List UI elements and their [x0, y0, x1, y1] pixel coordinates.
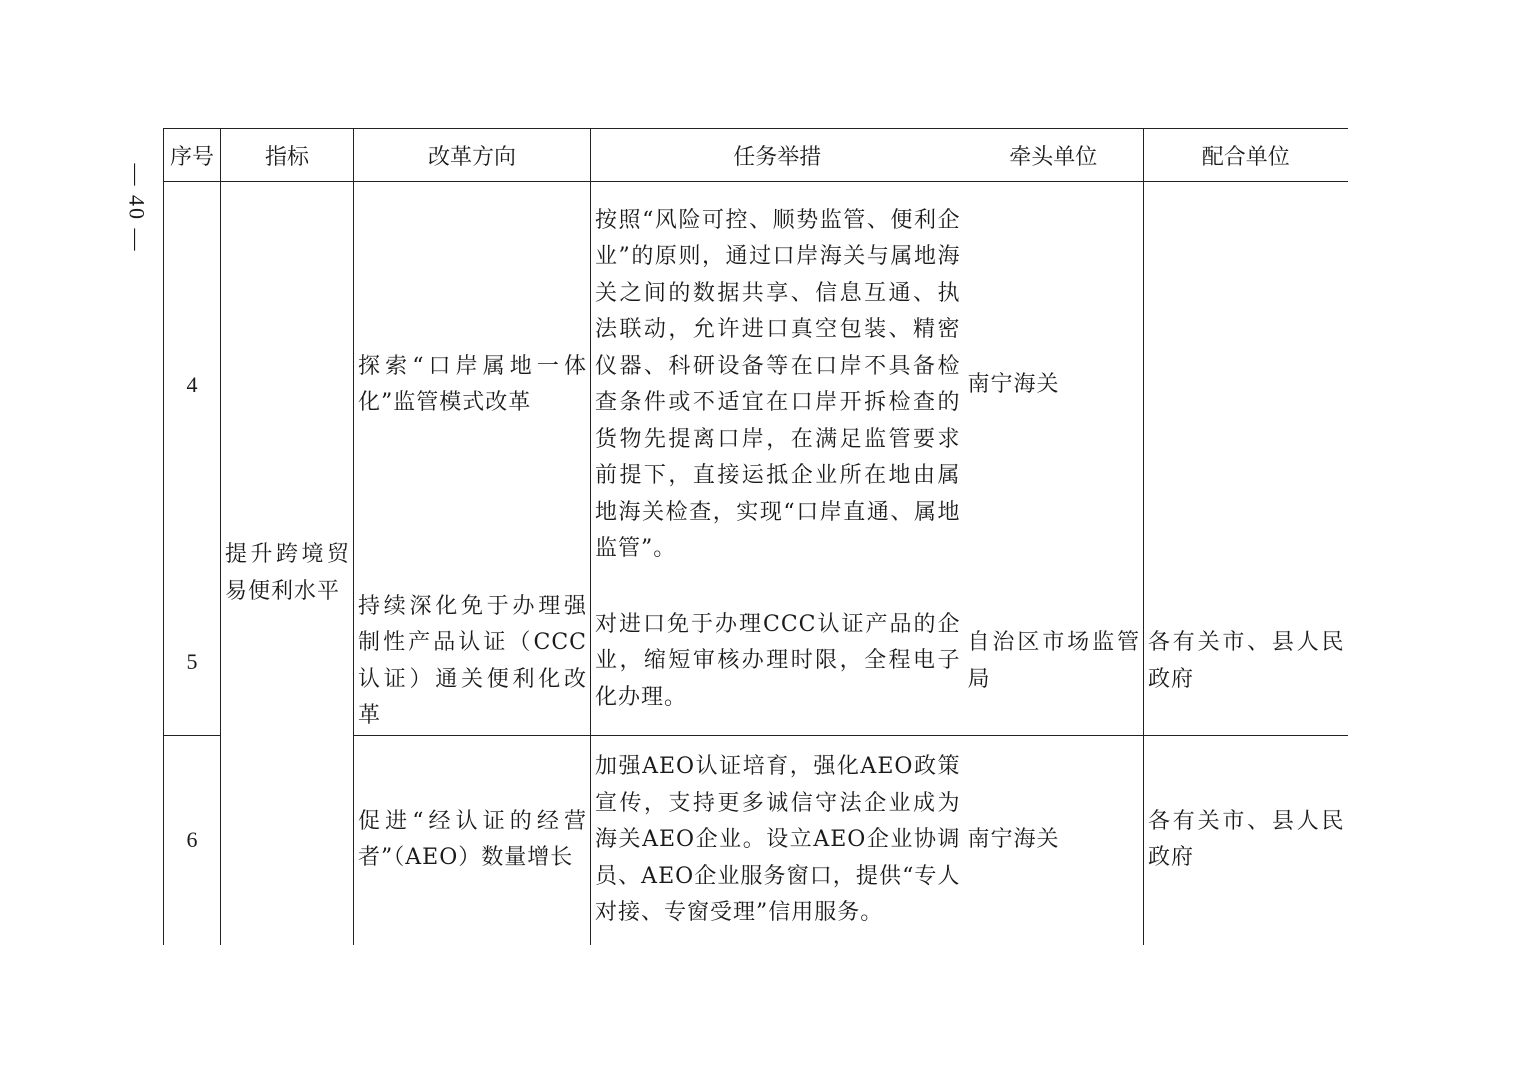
- header-lead: 牵头单位: [964, 129, 1144, 182]
- page-number: [110, 150, 162, 265]
- direction-cell: [354, 182, 591, 589]
- measures-cell: [591, 589, 964, 736]
- measures-text: 加强AEO认证培育，强化AEO政策宣传，支持更多诚信守法企业成为海关AEO企业。设立AEO企业协调员、AEO企业服务窗口，提供“专人对接、专窗受理”信用服务。: [595, 754, 961, 925]
- indicator-text: 提升跨境贸易便利水平: [225, 542, 350, 604]
- direction-cell: [354, 589, 591, 736]
- row-number: 6: [164, 735, 221, 945]
- header-row: [164, 129, 1348, 182]
- lead-text: 南宁海关: [967, 827, 1060, 852]
- support-cell: [1144, 735, 1348, 945]
- support-text: 各有关市、县人民政府: [1148, 808, 1345, 871]
- row-number: 4: [164, 182, 221, 589]
- header-indicator: 指标: [221, 129, 354, 182]
- indicator-cell: [221, 182, 354, 946]
- lead-cell: [964, 735, 1144, 945]
- direction-text: 持续深化免于办理强制性产品认证（CCC认证）通关便利化改革: [358, 593, 587, 728]
- row-number: 5: [164, 589, 221, 736]
- measures-text: 对进口免于办理CCC认证产品的企业，缩短审核办理时限，全程电子化办理。: [595, 611, 961, 710]
- header-measures: 任务举措: [591, 129, 964, 182]
- support-text: 各有关市、县人民政府: [1148, 630, 1345, 692]
- header-no: 序号: [164, 129, 221, 182]
- lead-text: 自治区市场监管局: [967, 630, 1140, 692]
- lead-text: 南宁海关: [967, 372, 1060, 397]
- direction-text: 探索“口岸属地一体化”监管模式改革: [358, 353, 587, 416]
- support-cell: [1144, 182, 1348, 589]
- measures-cell: [591, 735, 964, 945]
- table-row: [164, 182, 1348, 589]
- page-number-text: — 40 —: [124, 163, 149, 252]
- lead-cell: [964, 182, 1144, 589]
- lead-cell: [964, 589, 1144, 736]
- measures-text: 按照“风险可控、顺势监管、便利企业”的原则，通过口岸海关与属地海关之间的数据共享、信息互通、执法联动，允许进口真空包装、精密仪器、科研设备等在口岸不具备检查条件或不适宜在口岸开拆检查的货物先提离口岸，在满足监管要求前提下，直接运抵企业所在地由属地海关检查，实现“口岸直通、属地监管”。: [595, 207, 961, 562]
- direction-cell: [354, 735, 591, 945]
- measures-cell: [591, 182, 964, 589]
- header-direction: 改革方向: [354, 129, 591, 182]
- support-cell: [1144, 589, 1348, 736]
- reform-task-table: [163, 128, 1348, 945]
- header-support: 配合单位: [1144, 129, 1348, 182]
- direction-text: 促进“经认证的经营者”（AEO）数量增长: [358, 808, 587, 871]
